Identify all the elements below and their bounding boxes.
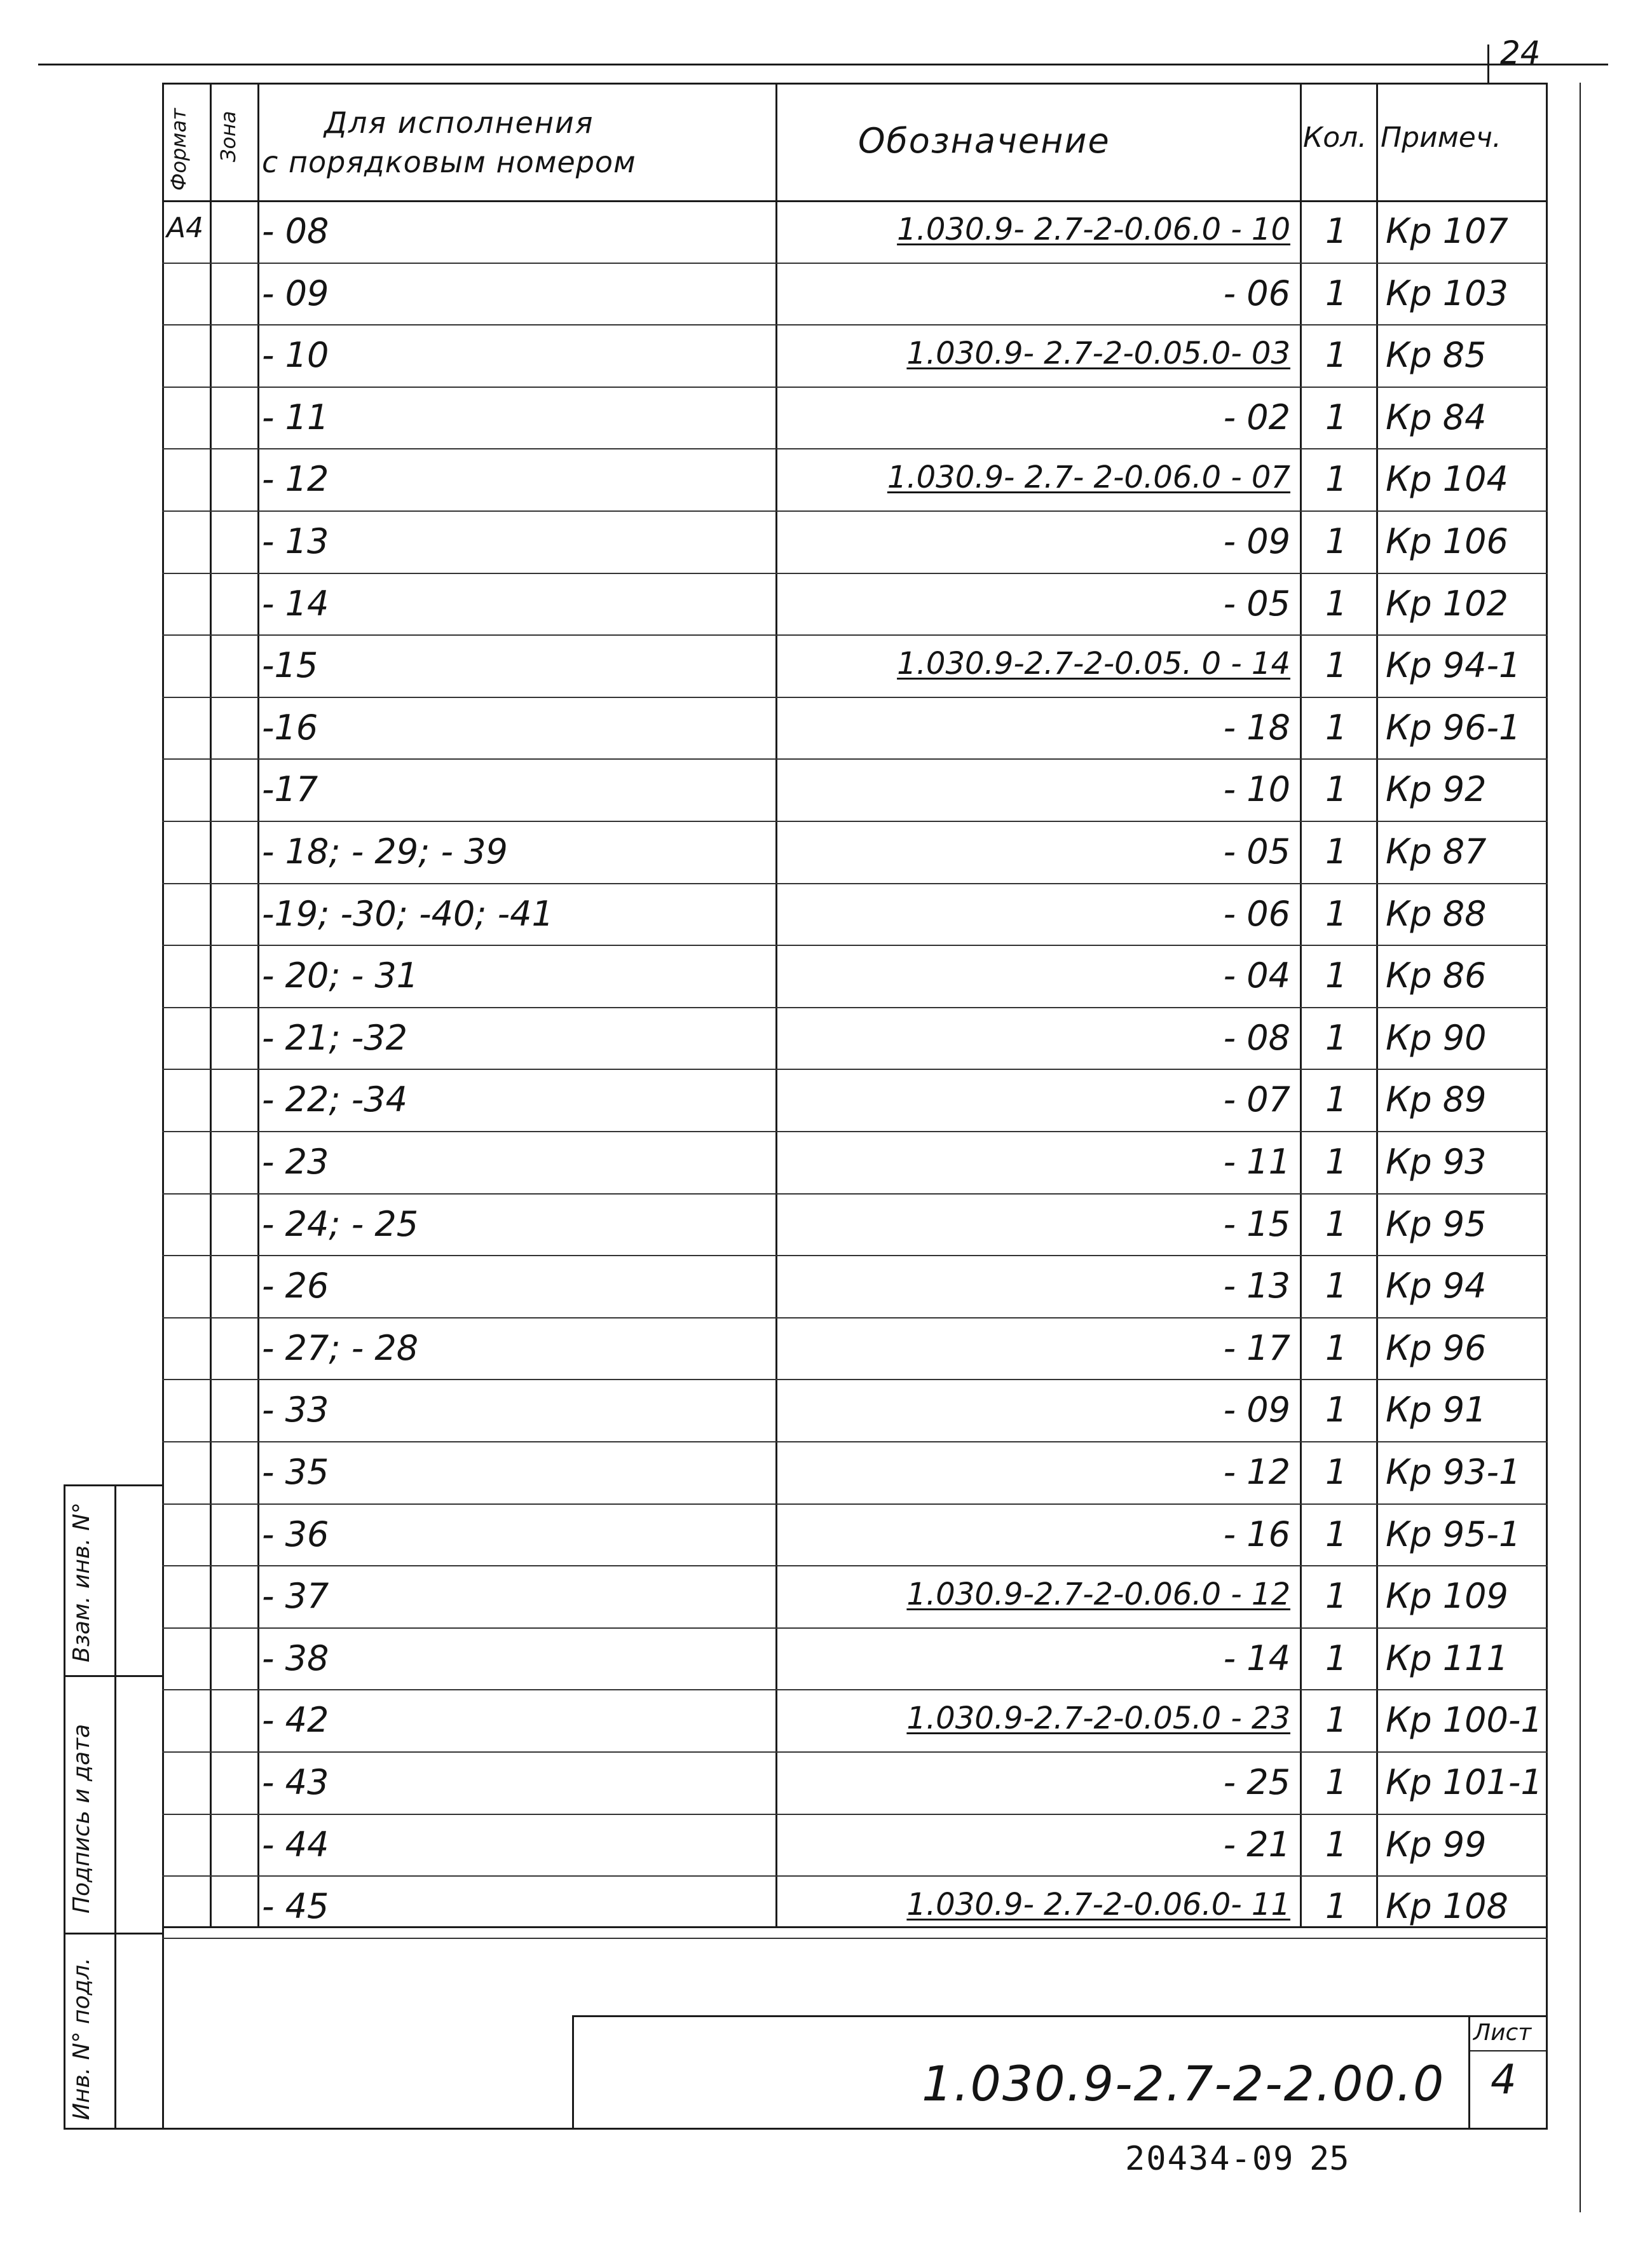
row-designation: - 13 bbox=[1223, 1266, 1290, 1306]
table-row-line bbox=[162, 510, 1548, 512]
row-note: Кр 102 bbox=[1386, 583, 1508, 624]
row-quantity: 1 bbox=[1325, 1266, 1348, 1306]
row-note: Кр 87 bbox=[1386, 832, 1487, 872]
row-quantity: 1 bbox=[1325, 211, 1348, 251]
row-execution-number: - 27; - 28 bbox=[262, 1327, 419, 1368]
row-designation: - 06 bbox=[1223, 893, 1290, 934]
row-execution-number: - 20; - 31 bbox=[262, 955, 419, 996]
row-designation: 1.030.9-2.7-2-0.05. 0 - 14 bbox=[897, 646, 1290, 682]
table-row-line bbox=[162, 697, 1548, 698]
row-execution-number: - 18; - 29; - 39 bbox=[262, 832, 508, 872]
row-quantity: 1 bbox=[1325, 1390, 1348, 1430]
corner-sheet-number: 24 bbox=[1500, 34, 1541, 71]
row-quantity: 1 bbox=[1325, 273, 1348, 313]
row-quantity: 1 bbox=[1325, 645, 1348, 686]
row-quantity: 1 bbox=[1325, 1079, 1348, 1120]
row-execution-number: - 09 bbox=[262, 273, 329, 313]
row-quantity: 1 bbox=[1325, 707, 1348, 748]
row-designation: 1.030.9- 2.7-2-0.05.0- 03 bbox=[906, 336, 1290, 372]
table-row-line bbox=[162, 1565, 1548, 1566]
table-row-line bbox=[162, 1814, 1548, 1815]
row-designation: - 14 bbox=[1223, 1638, 1290, 1678]
table-row-line bbox=[162, 1131, 1548, 1132]
row-note: Кр 84 bbox=[1386, 397, 1487, 437]
row-note: Кр 90 bbox=[1386, 1017, 1487, 1058]
row-execution-number: - 22; -34 bbox=[262, 1079, 407, 1120]
row-note: Кр 96-1 bbox=[1386, 707, 1521, 748]
row-note: Кр 103 bbox=[1386, 273, 1508, 313]
row-designation: 1.030.9-2.7-2-0.05.0 - 23 bbox=[906, 1701, 1290, 1737]
row-execution-number: - 33 bbox=[262, 1390, 329, 1430]
table-row-line bbox=[162, 1627, 1548, 1629]
row-quantity: 1 bbox=[1325, 1514, 1348, 1554]
row-note: Кр 92 bbox=[1386, 769, 1487, 810]
frame-bottom-line bbox=[64, 2128, 1548, 2130]
row-execution-number: - 13 bbox=[262, 521, 329, 561]
header-bottom-line bbox=[162, 200, 1548, 202]
footer-page: 25 bbox=[1309, 2140, 1349, 2178]
row-note: Кр 94-1 bbox=[1386, 645, 1521, 686]
header-execution-line2: с порядковым номером bbox=[262, 145, 636, 179]
table-row-line bbox=[162, 1689, 1548, 1690]
row-designation: - 07 bbox=[1223, 1079, 1290, 1120]
row-execution-number: - 23 bbox=[262, 1142, 329, 1182]
titleblock-top-line bbox=[572, 2015, 1548, 2017]
row-note: Кр 109 bbox=[1386, 1576, 1508, 1617]
row-note: Кр 88 bbox=[1386, 893, 1487, 934]
row-designation: - 21 bbox=[1223, 1824, 1290, 1865]
stamp-left-line bbox=[64, 1484, 65, 2130]
table-row-line bbox=[162, 1938, 1548, 1939]
row-quantity: 1 bbox=[1325, 335, 1348, 376]
row-execution-number: - 37 bbox=[262, 1576, 329, 1617]
row-format: А4 bbox=[167, 212, 204, 244]
stamp-sep-1 bbox=[64, 1675, 164, 1677]
row-quantity: 1 bbox=[1325, 583, 1348, 624]
row-note: Кр 100-1 bbox=[1386, 1700, 1543, 1741]
header-note: Примеч. bbox=[1381, 121, 1501, 154]
row-note: Кр 95-1 bbox=[1386, 1514, 1521, 1554]
row-designation: 1.030.9-2.7-2-0.06.0 - 12 bbox=[906, 1577, 1290, 1613]
row-quantity: 1 bbox=[1325, 832, 1348, 872]
row-note: Кр 95 bbox=[1386, 1203, 1487, 1244]
table-row-line bbox=[162, 1317, 1548, 1318]
table-row-line bbox=[162, 945, 1548, 946]
row-note: Кр 93-1 bbox=[1386, 1452, 1521, 1492]
stamp-sign-date: Подпись и дата bbox=[69, 1723, 95, 1914]
row-note: Кр 89 bbox=[1386, 1079, 1487, 1120]
row-designation: - 10 bbox=[1223, 769, 1290, 810]
frame-top-line bbox=[162, 83, 1548, 85]
col-sep-note bbox=[1376, 83, 1378, 1926]
row-designation: - 18 bbox=[1223, 707, 1290, 748]
row-note: Кр 101-1 bbox=[1386, 1762, 1543, 1802]
table-row-line bbox=[162, 573, 1548, 574]
table-row-line bbox=[162, 1379, 1548, 1380]
row-quantity: 1 bbox=[1325, 1824, 1348, 1865]
frame-right-line bbox=[1546, 83, 1548, 2130]
row-execution-number: - 21; -32 bbox=[262, 1017, 407, 1058]
row-note: Кр 96 bbox=[1386, 1327, 1487, 1368]
row-designation: 1.030.9- 2.7-2-0.06.0- 11 bbox=[906, 1887, 1290, 1923]
row-quantity: 1 bbox=[1325, 893, 1348, 934]
col-sep-exec bbox=[257, 83, 259, 1926]
row-designation: - 16 bbox=[1223, 1514, 1290, 1554]
row-designation: 1.030.9- 2.7-2-0.06.0 - 10 bbox=[897, 212, 1290, 247]
col-sep-zone bbox=[210, 83, 212, 1926]
row-execution-number: - 42 bbox=[262, 1700, 329, 1741]
header-execution-line1: Для исполнения bbox=[324, 106, 594, 140]
row-execution-number: - 11 bbox=[262, 397, 329, 437]
row-designation: - 08 bbox=[1223, 1017, 1290, 1058]
row-quantity: 1 bbox=[1325, 459, 1348, 500]
row-execution-number: - 44 bbox=[262, 1824, 329, 1865]
top-border-line bbox=[38, 64, 1608, 65]
table-row-line bbox=[162, 1751, 1548, 1753]
row-quantity: 1 bbox=[1325, 1886, 1348, 1927]
row-designation: - 04 bbox=[1223, 955, 1290, 996]
col-sep-designation bbox=[775, 83, 777, 1926]
row-execution-number: - 14 bbox=[262, 583, 329, 624]
table-bottom-line bbox=[162, 1926, 1548, 1928]
titleblock-sheet-sep bbox=[1468, 2015, 1470, 2130]
table-row-line bbox=[162, 883, 1548, 884]
row-execution-number: - 35 bbox=[262, 1452, 329, 1492]
row-execution-number: - 43 bbox=[262, 1762, 329, 1802]
stamp-replace-inv: Взам. инв. N° bbox=[69, 1502, 95, 1662]
header-zone: Зона bbox=[216, 111, 240, 162]
row-designation: - 05 bbox=[1223, 583, 1290, 624]
row-execution-number: -17 bbox=[262, 769, 318, 810]
table-row-line bbox=[162, 387, 1548, 388]
row-note: Кр 99 bbox=[1386, 1824, 1487, 1865]
row-quantity: 1 bbox=[1325, 1700, 1348, 1741]
row-designation: - 17 bbox=[1223, 1327, 1290, 1368]
col-sep-qty bbox=[1300, 83, 1302, 1926]
row-designation: - 05 bbox=[1223, 832, 1290, 872]
table-row-line bbox=[162, 1503, 1548, 1505]
table-row-line bbox=[162, 263, 1548, 264]
outer-right-margin-line bbox=[1580, 83, 1581, 2212]
row-execution-number: - 45 bbox=[262, 1886, 329, 1927]
row-note: Кр 91 bbox=[1386, 1390, 1487, 1430]
table-row-line bbox=[162, 1069, 1548, 1070]
row-designation: - 06 bbox=[1223, 273, 1290, 313]
row-quantity: 1 bbox=[1325, 1017, 1348, 1058]
row-quantity: 1 bbox=[1325, 1576, 1348, 1617]
row-execution-number: -19; -30; -40; -41 bbox=[262, 893, 554, 934]
table-row-line bbox=[162, 634, 1548, 636]
row-quantity: 1 bbox=[1325, 1327, 1348, 1368]
header-format: Формат bbox=[167, 108, 191, 191]
row-execution-number: -15 bbox=[262, 645, 318, 686]
table-row-line bbox=[162, 1193, 1548, 1195]
row-quantity: 1 bbox=[1325, 955, 1348, 996]
table-row-line bbox=[162, 758, 1548, 760]
stamp-inv-no-sub: Инв. N° подл. bbox=[69, 1957, 95, 2120]
stamp-sep-2 bbox=[64, 1933, 164, 1935]
row-note: Кр 111 bbox=[1386, 1638, 1508, 1678]
row-designation: - 15 bbox=[1223, 1203, 1290, 1244]
row-note: Кр 85 bbox=[1386, 335, 1487, 376]
corner-box-left bbox=[1487, 45, 1489, 83]
row-execution-number: - 10 bbox=[262, 335, 329, 376]
stamp-top-line bbox=[64, 1484, 164, 1486]
row-note: Кр 108 bbox=[1386, 1886, 1508, 1927]
row-quantity: 1 bbox=[1325, 1452, 1348, 1492]
row-quantity: 1 bbox=[1325, 397, 1348, 437]
row-execution-number: - 36 bbox=[262, 1514, 329, 1554]
table-row-line bbox=[162, 448, 1548, 449]
titleblock-left-line bbox=[572, 2015, 574, 2130]
row-execution-number: - 08 bbox=[262, 211, 329, 251]
header-designation: Обозначение bbox=[858, 121, 1110, 161]
titleblock-sheet-label-line bbox=[1468, 2050, 1548, 2051]
row-execution-number: -16 bbox=[262, 707, 318, 748]
stamp-mid-line bbox=[114, 1484, 116, 2130]
row-execution-number: - 24; - 25 bbox=[262, 1203, 419, 1244]
table-row-line bbox=[162, 1441, 1548, 1442]
row-quantity: 1 bbox=[1325, 1762, 1348, 1802]
row-designation: - 09 bbox=[1223, 521, 1290, 561]
row-designation: - 09 bbox=[1223, 1390, 1290, 1430]
document-number: 1.030.9-2.7-2-2.00.0 bbox=[922, 2055, 1445, 2112]
archive-number: 20434-09 bbox=[1125, 2140, 1295, 2178]
row-note: Кр 86 bbox=[1386, 955, 1487, 996]
row-quantity: 1 bbox=[1325, 521, 1348, 561]
row-note: Кр 104 bbox=[1386, 459, 1508, 500]
row-designation: - 02 bbox=[1223, 397, 1290, 437]
row-quantity: 1 bbox=[1325, 769, 1348, 810]
row-designation: - 25 bbox=[1223, 1762, 1290, 1802]
row-note: Кр 107 bbox=[1386, 211, 1508, 251]
table-row-line bbox=[162, 821, 1548, 822]
row-note: Кр 94 bbox=[1386, 1266, 1487, 1306]
row-designation: 1.030.9- 2.7- 2-0.06.0 - 07 bbox=[887, 460, 1290, 496]
row-quantity: 1 bbox=[1325, 1203, 1348, 1244]
table-row-line bbox=[162, 1255, 1548, 1256]
table-row-line bbox=[162, 1007, 1548, 1008]
sheet-number: 4 bbox=[1491, 2057, 1517, 2104]
row-designation: - 11 bbox=[1223, 1142, 1290, 1182]
row-execution-number: - 12 bbox=[262, 459, 329, 500]
row-execution-number: - 38 bbox=[262, 1638, 329, 1678]
row-note: Кр 106 bbox=[1386, 521, 1508, 561]
row-execution-number: - 26 bbox=[262, 1266, 329, 1306]
sheet-label: Лист bbox=[1473, 2020, 1532, 2046]
row-designation: - 12 bbox=[1223, 1452, 1290, 1492]
frame-left-line bbox=[162, 83, 164, 2130]
row-quantity: 1 bbox=[1325, 1142, 1348, 1182]
row-note: Кр 93 bbox=[1386, 1142, 1487, 1182]
table-row-line bbox=[162, 324, 1548, 325]
table-row-line bbox=[162, 1875, 1548, 1877]
header-qty: Кол. bbox=[1303, 121, 1367, 154]
row-quantity: 1 bbox=[1325, 1638, 1348, 1678]
